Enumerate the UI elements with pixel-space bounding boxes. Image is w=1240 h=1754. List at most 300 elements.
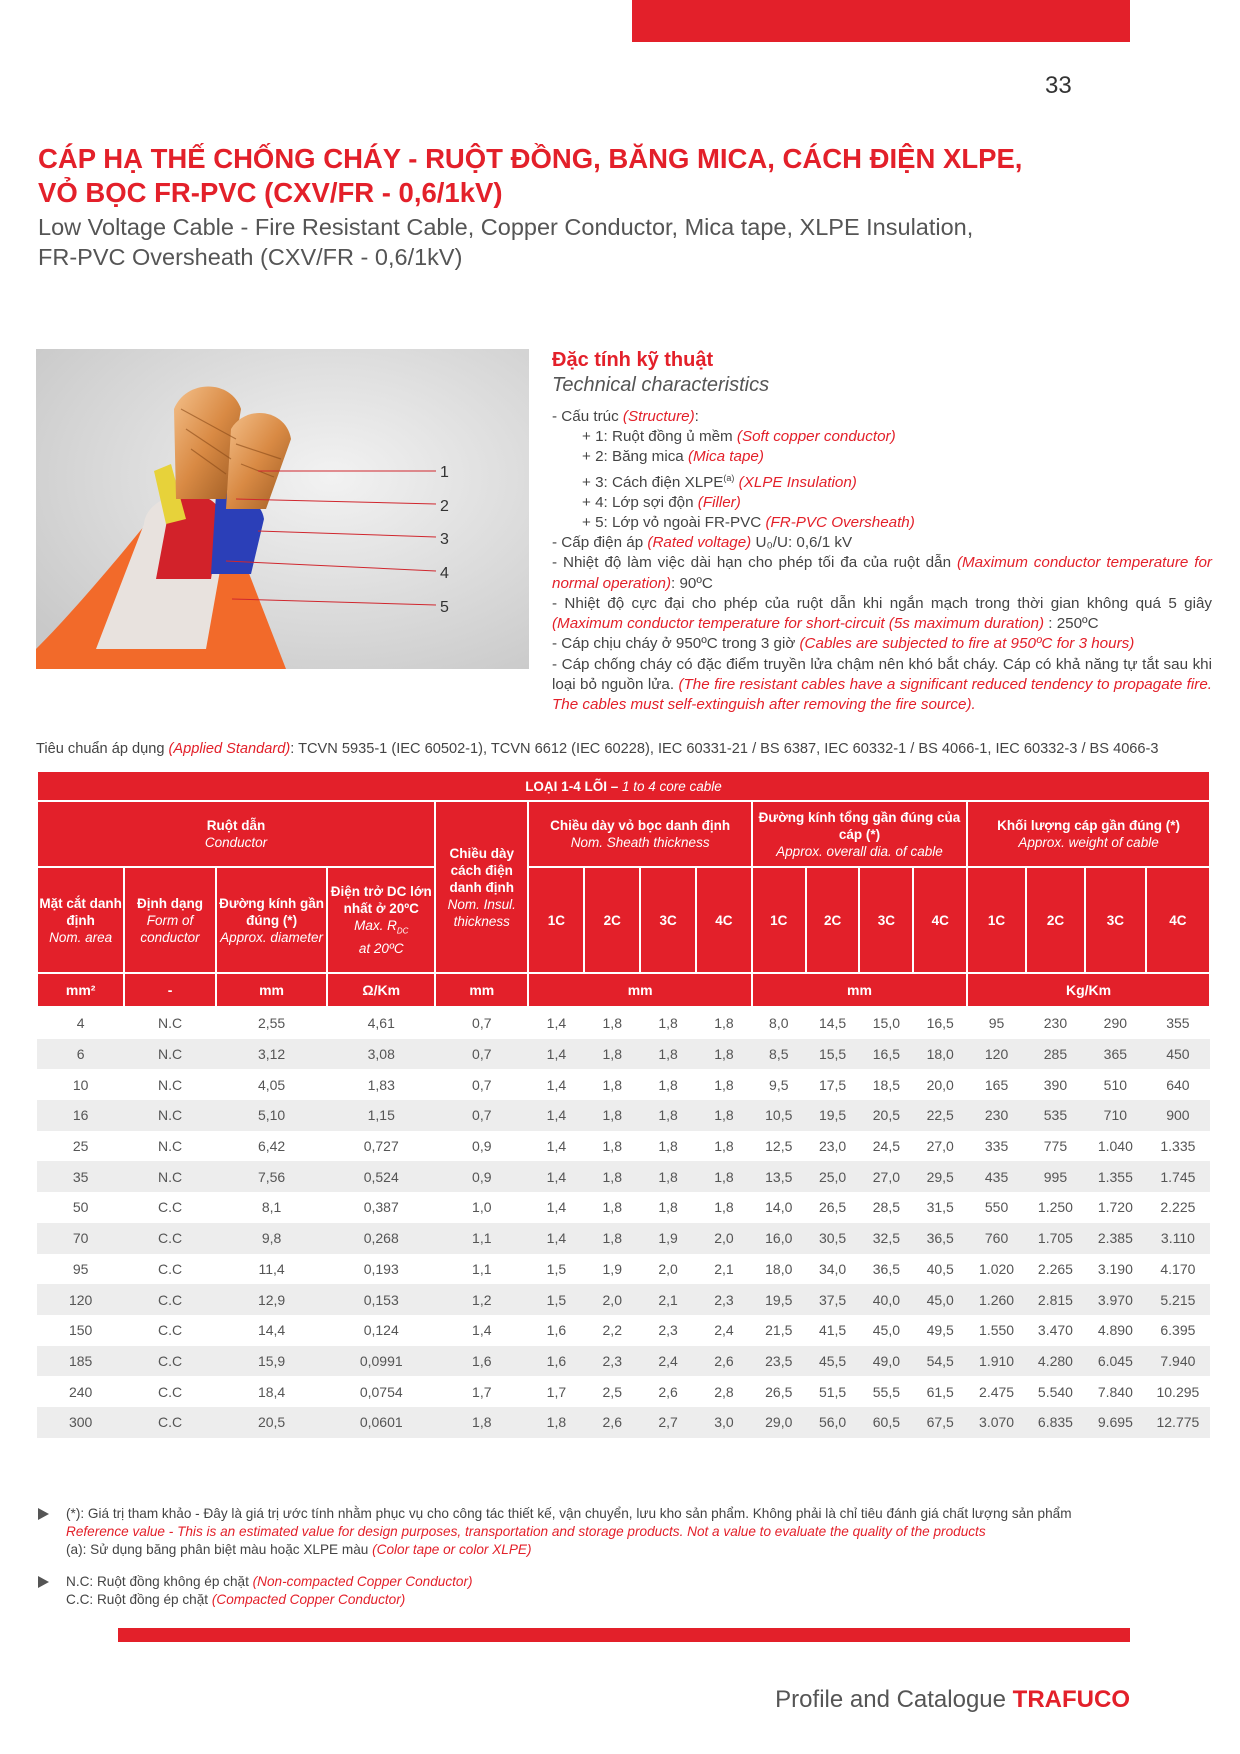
table-cell: 1,6 — [435, 1346, 528, 1377]
table-cell: 775 — [1043, 1138, 1068, 1155]
arrow-icon — [38, 1508, 49, 1520]
table-cell: 1,8 — [714, 1015, 734, 1032]
callout-4: 4 — [440, 565, 449, 582]
table-cell: 1,1 — [472, 1260, 492, 1277]
table-cell: 60,5 — [859, 1407, 913, 1438]
conductor-diameter-header: Đường kính gần đúng (*) Approx. diameter — [216, 867, 328, 973]
table-cell: 4,61 — [367, 1015, 395, 1032]
table-cell: 2.475 — [979, 1383, 1015, 1400]
title-vi-line-2: VỎ BỌC FR-PVC (CXV/FR - 0,6/1kV) — [38, 177, 503, 208]
footnotes — [38, 1505, 1188, 1623]
table-cell: 3.110 — [1146, 1223, 1210, 1254]
table-cell: 45,5 — [806, 1346, 860, 1377]
table-cell: 335 — [984, 1138, 1009, 1155]
table-cell: 40,5 — [926, 1260, 954, 1277]
table-cell: 1,8 — [696, 1100, 752, 1131]
table-cell: 2,55 — [257, 1015, 286, 1032]
weight-header: Khối lượng cáp gần đúng (*) Approx. weight of cable — [967, 801, 1210, 867]
spec-list — [552, 407, 1212, 715]
table-cell: 55,5 — [872, 1383, 901, 1400]
table-cell: 24,5 — [872, 1138, 901, 1155]
table-cell: 2,7 — [640, 1407, 696, 1438]
arrow-icon — [38, 1576, 49, 1588]
table-cell: 18,0 — [765, 1260, 793, 1277]
table-cell: 3.970 — [1085, 1284, 1146, 1315]
table-cell: 14,5 — [818, 1015, 847, 1032]
table-cell: 1,8 — [658, 1138, 678, 1155]
table-cell: 1.260 — [967, 1284, 1026, 1315]
callout-3: 3 — [440, 531, 449, 548]
note-conductor-types: N.C: Ruột đồng không ép chặt (Non-compacted Copper Conductor) C.C: Ruột đồng ép chặt (Compacted Copper Conductor) — [38, 1573, 1188, 1609]
table-cell: 1.550 — [979, 1322, 1015, 1339]
table-cell: 1,4 — [528, 1039, 584, 1070]
table-cell: 34,0 — [818, 1260, 847, 1277]
table-cell: 2,6 — [584, 1407, 640, 1438]
table-cell: 0,0991 — [327, 1346, 435, 1377]
table-cell: 1,8 — [584, 1039, 640, 1070]
table-cell: 49,5 — [926, 1322, 954, 1339]
table-cell: 3.470 — [1037, 1322, 1073, 1339]
table-cell: 21,5 — [765, 1322, 793, 1339]
table-cell: 120 — [967, 1039, 1026, 1070]
table-cell: 1,8 — [640, 1100, 696, 1131]
table-cell: 6,42 — [257, 1138, 286, 1155]
table-cell: 1,7 — [472, 1383, 492, 1400]
table-row — [37, 1284, 1210, 1315]
table-row — [37, 1376, 1210, 1407]
table-cell: 6.395 — [1160, 1322, 1196, 1339]
unit-diameter: mm — [216, 973, 328, 1007]
table-cell: 67,5 — [913, 1407, 967, 1438]
table-cell: 25,0 — [806, 1161, 860, 1192]
table-cell: 40,0 — [859, 1284, 913, 1315]
table-cell: 95 — [72, 1260, 89, 1277]
table-cell: 1.910 — [967, 1346, 1026, 1377]
table-cell: 120 — [37, 1284, 124, 1315]
table-cell: 18,5 — [872, 1076, 901, 1093]
table-cell: 2.265 — [1037, 1260, 1073, 1277]
tech-subheading: Technical characteristics — [552, 374, 770, 396]
table-cell: 1,2 — [435, 1284, 528, 1315]
table-cell: 37,5 — [806, 1284, 860, 1315]
dia-3c: 3C — [859, 867, 913, 973]
table-cell: 7.940 — [1146, 1346, 1210, 1377]
table-cell: 0,387 — [363, 1199, 399, 1216]
table-cell: N.C — [124, 1161, 215, 1192]
dia-1c: 1C — [752, 867, 806, 973]
table-cell: 4,05 — [257, 1076, 286, 1093]
table-cell: 2,0 — [584, 1284, 640, 1315]
table-cell: C.C — [124, 1407, 215, 1438]
unit-insulation: mm — [435, 973, 528, 1007]
table-cell: 20,0 — [926, 1076, 954, 1093]
table-cell: 1,0 — [472, 1199, 492, 1216]
table-cell: 3.190 — [1097, 1260, 1133, 1277]
table-cell: 390 — [1043, 1076, 1068, 1093]
table-cell: 70 — [37, 1223, 124, 1254]
sheath-3c: 3C — [640, 867, 696, 973]
cable-photo — [36, 349, 529, 669]
table-cell: 2,3 — [696, 1284, 752, 1315]
table-cell: 1.355 — [1085, 1161, 1146, 1192]
table-cell: N.C — [124, 1100, 215, 1131]
table-cell: 0,727 — [363, 1138, 399, 1155]
table-cell: 17,5 — [818, 1076, 847, 1093]
sheath-1c: 1C — [528, 867, 584, 973]
table-cell: 165 — [984, 1076, 1009, 1093]
weight-2c: 2C — [1026, 867, 1085, 973]
table-cell: 27,0 — [859, 1161, 913, 1192]
unit-sheath: mm — [528, 973, 751, 1007]
table-cell: 1,8 — [714, 1199, 734, 1216]
brand-name: TRAFUCO — [1012, 1686, 1130, 1713]
table-cell: 3,12 — [216, 1039, 328, 1070]
table-cell: 51,5 — [818, 1383, 847, 1400]
table-cell: 6.835 — [1026, 1407, 1085, 1438]
table-cell: 12,9 — [216, 1284, 328, 1315]
table-cell: 45,0 — [913, 1284, 967, 1315]
callout-1: 1 — [440, 464, 449, 481]
spec-fire-resist: - Cáp chống cháy có đặc điểm truyền lửa chậm nên khó bắt cháy. Cáp có khả năng tự tắt sau khi loại bỏ nguồn lửa. (The fire resistant cables have a significant reduced tendency to propagate fire. The cables must self-extinguish after removing the fire source). — [552, 655, 1212, 713]
technical-characteristics — [552, 349, 1212, 715]
table-cell: 2,8 — [714, 1383, 734, 1400]
table-cell: 10.295 — [1156, 1383, 1200, 1400]
table-cell: 3.070 — [967, 1407, 1026, 1438]
table-cell: 1.020 — [979, 1260, 1015, 1277]
table-cell: 1,5 — [546, 1260, 567, 1277]
table-cell: C.C — [157, 1383, 183, 1400]
tech-heading: Đặc tính kỹ thuật — [552, 349, 714, 371]
table-cell: 1.720 — [1097, 1199, 1133, 1216]
table-cell: 12.775 — [1146, 1407, 1210, 1438]
table-cell: 36,5 — [913, 1223, 967, 1254]
spec-item-1: + 1: Ruột đồng ủ mềm (Soft copper conductor) — [582, 428, 896, 446]
table-cell: 20,5 — [216, 1407, 328, 1438]
table-cell: C.C — [157, 1260, 183, 1277]
table-cell: 2,3 — [584, 1346, 640, 1377]
table-cell: 11,4 — [258, 1260, 285, 1277]
unit-area: mm² — [37, 973, 124, 1007]
table-cell: 240 — [68, 1383, 93, 1400]
table-cell: 2,0 — [696, 1223, 752, 1254]
table-cell: 995 — [1026, 1161, 1085, 1192]
table-cell: 27,0 — [926, 1138, 954, 1155]
table-cell: 29,0 — [752, 1407, 806, 1438]
table-cell: 15,0 — [872, 1015, 901, 1032]
table-cell: 1,8 — [584, 1100, 640, 1131]
weight-4c: 4C — [1146, 867, 1210, 973]
table-cell: 50 — [72, 1199, 89, 1216]
table-cell: 900 — [1146, 1100, 1210, 1131]
sheath-header: Chiều dày vỏ bọc danh định Nom. Sheath thickness — [528, 801, 751, 867]
table-cell: 3,08 — [327, 1039, 435, 1070]
spec-item-5: + 5: Lớp vỏ ngoài FR-PVC (FR-PVC Oversheath) — [582, 514, 915, 532]
table-cell: 640 — [1166, 1076, 1190, 1093]
table-cell: 0,268 — [327, 1223, 435, 1254]
table-cell: 26,5 — [765, 1383, 793, 1400]
page-title-vi — [38, 142, 1148, 210]
table-cell: 54,5 — [913, 1346, 967, 1377]
table-cell: 25 — [72, 1138, 89, 1155]
table-cell: 1,8 — [602, 1015, 622, 1032]
table-cell: 30,5 — [806, 1223, 860, 1254]
table-cell: 2,2 — [602, 1322, 622, 1339]
table-body — [37, 1007, 1210, 1438]
cable-illustration — [36, 349, 529, 669]
table-cell: 9.695 — [1085, 1407, 1146, 1438]
table-cell: 1,4 — [528, 1161, 584, 1192]
table-cell: 1,8 — [658, 1199, 678, 1216]
table-cell: 355 — [1166, 1015, 1190, 1032]
table-row — [37, 1131, 1210, 1162]
table-cell: 230 — [967, 1100, 1026, 1131]
table-cell: 365 — [1085, 1039, 1146, 1070]
table-cell: 6.045 — [1085, 1346, 1146, 1377]
table-cell: 35 — [37, 1161, 124, 1192]
table-cell: 550 — [984, 1199, 1009, 1216]
table-cell: 1,8 — [602, 1076, 622, 1093]
title-en-line-1: Low Voltage Cable - Fire Resistant Cable, Copper Conductor, Mica tape, XLPE Insulation, — [38, 214, 974, 240]
spec-item-3: + 3: Cách điện XLPE$^{(a)}$ (XLPE Insulation) — [582, 472, 857, 491]
table-cell: 8,5 — [752, 1039, 806, 1070]
table-cell: 5.540 — [1037, 1383, 1073, 1400]
table-cell: C.C — [124, 1284, 215, 1315]
table-cell: 535 — [1026, 1100, 1085, 1131]
table-cell: 185 — [37, 1346, 124, 1377]
table-cell: 1,8 — [714, 1138, 734, 1155]
dia-2c: 2C — [806, 867, 860, 973]
weight-1c: 1C — [967, 867, 1026, 973]
table-cell: 1,8 — [696, 1161, 752, 1192]
table-cell: C.C — [157, 1199, 183, 1216]
table-cell: 7.840 — [1097, 1383, 1133, 1400]
unit-resistance: Ω/Km — [327, 973, 435, 1007]
table-cell: 1,7 — [546, 1383, 567, 1400]
table-cell: 16,5 — [859, 1039, 913, 1070]
dia-4c: 4C — [913, 867, 967, 973]
table-cell: 14,4 — [257, 1322, 286, 1339]
conductor-header: Ruột dẫn Conductor — [37, 801, 435, 867]
table-row — [37, 1192, 1210, 1223]
table-cell: 1,8 — [528, 1407, 584, 1438]
table-cell: 0,7 — [435, 1100, 528, 1131]
table-cell: 22,5 — [913, 1100, 967, 1131]
table-cell: 450 — [1146, 1039, 1210, 1070]
footer: Profile and Catalogue TRAFUCO — [775, 1686, 1130, 1713]
table-cell: 20,5 — [859, 1100, 913, 1131]
table-cell: 8,1 — [261, 1199, 282, 1216]
table-cell: N.C — [124, 1039, 215, 1070]
table-cell: 1,8 — [658, 1015, 678, 1032]
table-cell: 4.170 — [1160, 1260, 1196, 1277]
table-cell: 0,7 — [435, 1039, 528, 1070]
table-cell: 1.250 — [1037, 1199, 1073, 1216]
top-accent-bar — [632, 0, 1130, 42]
table-cell: 1,4 — [546, 1138, 567, 1155]
table-cell: 2,3 — [658, 1322, 678, 1339]
table-cell: C.C — [124, 1346, 215, 1377]
table-cell: 4 — [76, 1015, 85, 1032]
table-cell: 1,8 — [696, 1039, 752, 1070]
table-caption: LOẠI 1-4 LÕI – 1 to 4 core cable — [37, 771, 1210, 801]
table-cell: 2,5 — [602, 1383, 622, 1400]
table-cell: 61,5 — [926, 1383, 954, 1400]
table-cell: 2,4 — [714, 1322, 734, 1339]
title-vi-line-1: CÁP HẠ THẾ CHỐNG CHÁY - RUỘT ĐỒNG, BĂNG MICA, CÁCH ĐIỆN XLPE, — [38, 143, 1023, 174]
table-cell: 1,4 — [472, 1322, 492, 1339]
table-cell: 2.225 — [1160, 1199, 1196, 1216]
table-cell: 1,8 — [714, 1076, 734, 1093]
table-cell: 32,5 — [859, 1223, 913, 1254]
table-cell: 5,10 — [216, 1100, 328, 1131]
table-cell: 0,7 — [472, 1076, 492, 1093]
table-cell: 9,8 — [216, 1223, 328, 1254]
callout-2: 2 — [440, 498, 449, 515]
table-cell: 1,4 — [546, 1199, 567, 1216]
table-cell: 41,5 — [818, 1322, 847, 1339]
table-cell: 150 — [68, 1322, 93, 1339]
table-cell: 1,6 — [528, 1346, 584, 1377]
table-cell: 1,1 — [435, 1223, 528, 1254]
table-cell: 2,1 — [640, 1284, 696, 1315]
table-cell: 16,5 — [926, 1015, 954, 1032]
table-cell: 1,15 — [327, 1100, 435, 1131]
table-cell: 0,7 — [472, 1015, 492, 1032]
table-cell: 760 — [967, 1223, 1026, 1254]
table-row — [37, 1100, 1210, 1131]
table-cell: 95 — [988, 1015, 1005, 1032]
table-cell: 14,0 — [765, 1199, 793, 1216]
table-cell: 1,4 — [528, 1100, 584, 1131]
table-cell: 28,5 — [872, 1199, 901, 1216]
table-cell: 15,5 — [806, 1039, 860, 1070]
table-row — [37, 1223, 1210, 1254]
table-cell: 1,8 — [640, 1039, 696, 1070]
sheath-4c: 4C — [696, 867, 752, 973]
spec-item-2: + 2: Băng mica (Mica tape) — [582, 448, 764, 466]
resistance-header: Điện trở DC lớn nhất ở 20ºC Max. $R_{DC}$ at 20ºC — [327, 867, 435, 973]
table-cell: 0,524 — [327, 1161, 435, 1192]
applied-standard: Tiêu chuẩn áp dụng (Applied Standard): TCVN 5935-1 (IEC 60502-1), TCVN 6612 (IEC 60228), IEC 60331-21 / BS 6387, IEC 60332-1 / BS 4066-1, IEC 60332-3 / BS 4066-3 — [36, 741, 1159, 757]
table-cell: 6 — [37, 1039, 124, 1070]
table-cell: 56,0 — [806, 1407, 860, 1438]
table-cell: 300 — [37, 1407, 124, 1438]
table-cell: 2.815 — [1026, 1284, 1085, 1315]
table-cell: 36,5 — [872, 1260, 901, 1277]
table-cell: 0,153 — [327, 1284, 435, 1315]
spec-fire-test: - Cáp chịu cháy ở 950ºC trong 3 giờ (Cables are subjected to fire at 950ºC for 3 hours) — [552, 635, 1135, 653]
table-cell: 1,8 — [602, 1199, 622, 1216]
table-cell: 10,5 — [752, 1100, 806, 1131]
table-cell: 1,8 — [640, 1161, 696, 1192]
table-cell: N.C — [157, 1076, 183, 1093]
table-cell: 1.705 — [1026, 1223, 1085, 1254]
table-row — [37, 1315, 1210, 1346]
table-cell: 16 — [37, 1100, 124, 1131]
table-cell: 31,5 — [926, 1199, 954, 1216]
table-cell: 1,8 — [435, 1407, 528, 1438]
table-cell: 1,8 — [658, 1076, 678, 1093]
unit-weight: Kg/Km — [967, 973, 1210, 1007]
table-cell: 10 — [72, 1076, 89, 1093]
table-cell: 5.215 — [1146, 1284, 1210, 1315]
table-cell: 7,56 — [216, 1161, 328, 1192]
table-cell: 0,9 — [472, 1138, 492, 1155]
table-cell: N.C — [157, 1138, 183, 1155]
table-cell: 1,8 — [584, 1223, 640, 1254]
table-cell: 15,9 — [216, 1346, 328, 1377]
table-cell: 18,4 — [257, 1383, 286, 1400]
title-en-line-2: FR-PVC Oversheath (CXV/FR - 0,6/1kV) — [38, 244, 463, 270]
table-cell: 18,0 — [913, 1039, 967, 1070]
table-row — [37, 1254, 1210, 1285]
table-cell: 0,193 — [363, 1260, 399, 1277]
cable-spec-table — [36, 770, 1211, 1438]
table-row — [37, 1007, 1210, 1039]
table-cell: 2,6 — [658, 1383, 678, 1400]
area-header: Mặt cắt danh định Nom. area — [37, 867, 124, 973]
bottom-accent-bar — [118, 1628, 1130, 1642]
table-cell: 1.745 — [1146, 1161, 1210, 1192]
table-cell: 1.040 — [1097, 1138, 1133, 1155]
table-cell: 230 — [1043, 1015, 1068, 1032]
table-cell: 12,5 — [765, 1138, 793, 1155]
unit-form: - — [124, 973, 215, 1007]
table-cell: 26,5 — [818, 1199, 847, 1216]
table-cell: 285 — [1026, 1039, 1085, 1070]
table-cell: 2,0 — [658, 1260, 678, 1277]
table-cell: 435 — [967, 1161, 1026, 1192]
table-cell: 710 — [1085, 1100, 1146, 1131]
table-cell: 2,4 — [640, 1346, 696, 1377]
table-cell: 1,4 — [546, 1015, 567, 1032]
table-cell: 4.280 — [1026, 1346, 1085, 1377]
page-title-en — [38, 212, 1148, 272]
unit-overall-dia: mm — [752, 973, 967, 1007]
insulation-header: Chiều dày cách điện danh định Nom. Insul. thickness — [435, 801, 528, 973]
table-cell: 49,0 — [859, 1346, 913, 1377]
table-cell: 0,124 — [363, 1322, 399, 1339]
table-cell: 2,1 — [714, 1260, 734, 1277]
table-cell: 13,5 — [752, 1161, 806, 1192]
table-cell: 23,5 — [752, 1346, 806, 1377]
spec-short-circuit: - Nhiệt độ cực đại cho phép của ruột dẫn khi ngắn mạch trong thời gian không quá 5 giây (Maximum conductor temperature for short-circuit (5s maximum duration) : 250ºC — [552, 594, 1212, 633]
table-cell: 0,9 — [435, 1161, 528, 1192]
table-cell: 19,5 — [752, 1284, 806, 1315]
table-row — [37, 1069, 1210, 1100]
spec-normal-temp: - Nhiệt độ làm việc dài hạn cho phép tối đa của ruột dẫn (Maximum conductor temperature for normal operation): 90ºC — [552, 554, 1212, 592]
table-cell: N.C — [157, 1015, 183, 1032]
spec-item-4: + 4: Lớp sợi độn (Filler) — [582, 493, 741, 511]
table-cell: 19,5 — [806, 1100, 860, 1131]
table-cell: 9,5 — [769, 1076, 789, 1093]
note-reference: (*): Giá trị tham khảo - Đây là giá trị ước tính nhằm phục vụ cho công tác thiết kế, vận chuyển, lưu kho sản phẩm. Không phải là chỉ tiêu đánh giá chất lượng sản phẩm Reference value - This is an estimated value for design purposes, transportation and storage products. Not a value to evaluate the quality of the products (a): Sử dụng băng phân biệt màu hoặc XLPE màu (Color tape or color XLPE) — [38, 1505, 1188, 1559]
table-cell: 1,9 — [602, 1260, 622, 1277]
table-cell: 0,0601 — [327, 1407, 435, 1438]
table-cell: 290 — [1103, 1015, 1128, 1032]
sheath-2c: 2C — [584, 867, 640, 973]
table-cell: 4.890 — [1097, 1322, 1133, 1339]
table-cell: 510 — [1103, 1076, 1128, 1093]
table-cell: 1,4 — [546, 1076, 567, 1093]
table-cell: 2.385 — [1085, 1223, 1146, 1254]
table-row — [37, 1346, 1210, 1377]
table-cell: C.C — [157, 1322, 183, 1339]
table-cell: 0,0754 — [359, 1383, 403, 1400]
table-cell: 2,6 — [696, 1346, 752, 1377]
page-number: 33 — [1045, 72, 1072, 99]
table-row — [37, 1039, 1210, 1070]
